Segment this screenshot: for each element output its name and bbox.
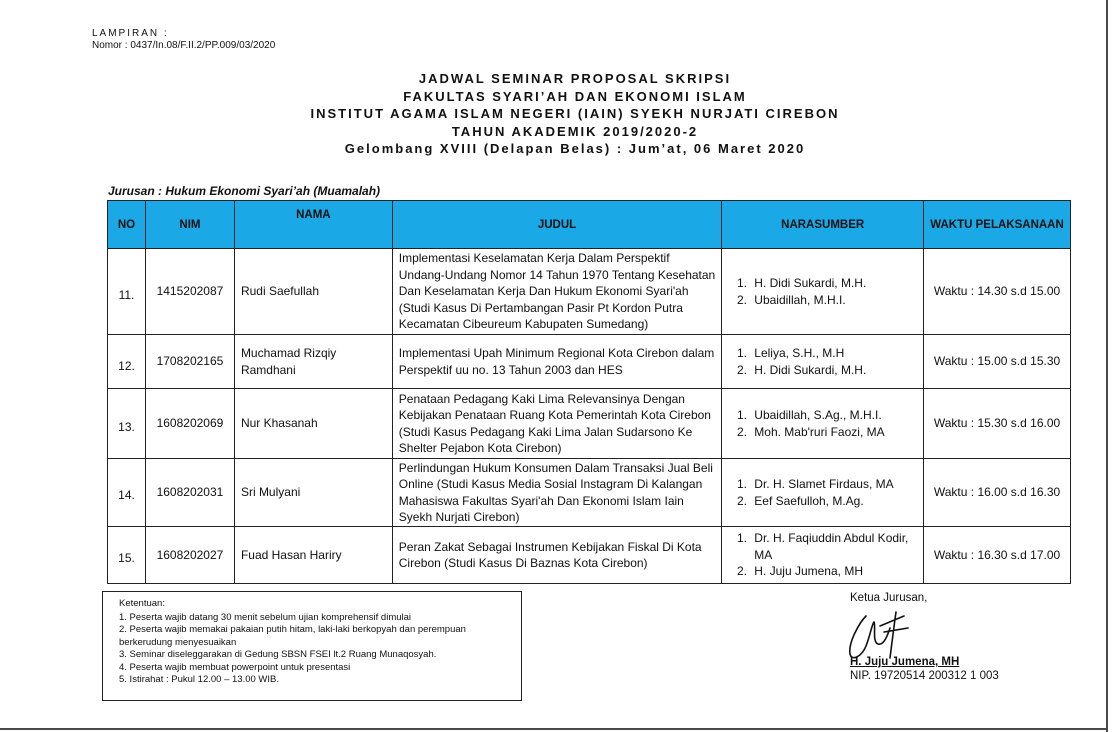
row-nama: Fuad Hasan Hariry xyxy=(234,527,392,584)
ketentuan-item: 5. Istirahat : Pukul 12.00 – 13.00 WIB. xyxy=(119,674,280,685)
row-waktu: Waktu : 16.00 s.d 16.30 xyxy=(924,459,1071,527)
narasumber-item: 2. Eef Saefulloh, M.Ag. xyxy=(750,493,917,510)
row-nama: Nur Khasanah xyxy=(234,389,392,459)
table-header-row xyxy=(108,201,1071,249)
schedule-table xyxy=(107,200,1071,584)
ketentuan-item: 3. Seminar diseleggarakan di Gedung SBSN FSEI lt.2 Ruang Munaqosyah. xyxy=(119,649,437,660)
header-judul: JUDUL xyxy=(392,201,722,249)
department-label: Jurusan : Hukum Ekonomi Syari’ah (Muamalah) xyxy=(108,184,381,198)
row-no: 11. xyxy=(108,249,146,335)
row-nim: 1608202027 xyxy=(145,527,234,584)
row-judul: Implementasi Upah Minimum Regional Kota Cirebon dalam Perspektif uu no. 13 Tahun 2003 dan HES xyxy=(392,335,722,389)
signatory-name: H. Juju Jumena, MH xyxy=(850,656,960,668)
row-narasumber xyxy=(722,459,924,527)
row-waktu: Waktu : 15.30 s.d 16.00 xyxy=(924,389,1071,459)
narasumber-item: 1. Dr. H. Faqiuddin Abdul Kodir, MA xyxy=(750,530,917,563)
page-edge-right xyxy=(1106,0,1108,732)
header-academic-year: TAHUN AKADEMIK 2019/2020-2 xyxy=(451,123,699,139)
row-waktu: Waktu : 16.30 s.d 17.00 xyxy=(924,527,1071,584)
narasumber-item: 2. H. Didi Sukardi, M.H. xyxy=(750,362,917,379)
ketentuan-box xyxy=(102,591,522,701)
row-nama: Rudi Saefullah xyxy=(234,249,392,335)
header-waktu: WAKTU PELAKSANAAN xyxy=(924,201,1071,249)
row-no: 15. xyxy=(108,527,146,584)
ketentuan-item: 4. Peserta wajib membuat powerpoint untuk presentasi xyxy=(119,661,351,673)
row-judul: Peran Zakat Sebagai Instrumen Kebijakan Fiskal Di Kota Cirebon (Studi Kasus Di Baznas Kota Cirebon) xyxy=(392,527,722,584)
ketentuan-item: 2. Peserta wajib memakai pakaian putih hitam, laki-laki berkopyah dan perempuan berkerudung menyesuaikan xyxy=(119,624,466,648)
row-narasumber xyxy=(722,389,924,459)
row-no: 12. xyxy=(108,335,146,389)
narasumber-item: 2. Moh. Mab'ruri Faozi, MA xyxy=(750,424,917,441)
row-judul: Perlindungan Hukum Konsumen Dalam Transaksi Jual Beli Online (Studi Kasus Media Sosial Instagram Di Kalangan Mahasiswa Fakultas Syari'ah Dan Ekonomi Islam Iain Syekh Nurjati Cirebon) xyxy=(392,459,722,527)
header-title: JADWAL SEMINAR PROPOSAL SKRIPSI xyxy=(418,71,732,86)
row-nim: 1708202165 xyxy=(145,335,234,389)
table-row xyxy=(108,249,1071,335)
lampiran-label: LAMPIRAN : xyxy=(92,28,169,39)
narasumber-item: 1. H. Didi Sukardi, M.H. xyxy=(750,275,917,292)
ketentuan-item: 1. Peserta wajib datang 30 menit sebelum ujian komprehensif dimulai xyxy=(119,611,412,623)
narasumber-item: 1. Ubaidillah, S.Ag., M.H.I. xyxy=(750,407,917,424)
header-institute: INSTITUT AGAMA ISLAM NEGERI (IAIN) SYEKH NURJATI CIREBON xyxy=(310,106,840,121)
document-header xyxy=(180,70,970,158)
row-waktu: Waktu : 15.00 s.d 15.30 xyxy=(924,335,1071,389)
row-no: 13. xyxy=(108,389,146,459)
row-judul: Penataan Pedagang Kaki Lima Relevansinya Dengan Kebijakan Penataan Ruang Kota Pemerintah Kota Cirebon (Studi Kasus Pedagang Kaki Lima Jalan Sudarsono Ke Shelter Pejabon Kota Cirebon) xyxy=(392,389,722,459)
row-nama: Sri Mulyani xyxy=(234,459,392,527)
ketentuan-title: Ketentuan: xyxy=(119,598,165,609)
signatory-nip: NIP. 19720514 200312 1 003 xyxy=(850,670,999,682)
row-nim: 1415202087 xyxy=(145,249,234,335)
row-nim: 1608202069 xyxy=(145,389,234,459)
table-row xyxy=(108,459,1071,527)
row-narasumber xyxy=(722,335,924,389)
narasumber-item: 2. Ubaidillah, M.H.I. xyxy=(750,292,917,309)
table-row xyxy=(108,335,1071,389)
header-batch-date: Gelombang XVIII (Delapan Belas) : Jum’at, 06 Maret 2020 xyxy=(344,141,806,156)
document-number: Nomor : 0437/In.08/F.II.2/PP.009/03/2020 xyxy=(92,40,276,51)
header-no: NO xyxy=(108,201,146,249)
row-waktu: Waktu : 14.30 s.d 15.00 xyxy=(924,249,1071,335)
signature-title: Ketua Jurusan, xyxy=(850,592,928,604)
page-edge-bottom xyxy=(0,728,1108,730)
header-faculty: FAKULTAS SYARI’AH DAN EKONOMI ISLAM xyxy=(403,88,747,104)
header-nama: NAMA xyxy=(234,201,392,249)
row-narasumber xyxy=(722,527,924,584)
narasumber-item: 2. H. Juju Jumena, MH xyxy=(750,563,917,580)
row-nama: Muchamad Rizqiy Ramdhani xyxy=(234,335,392,389)
narasumber-item: 1. Leliya, S.H., M.H xyxy=(750,345,917,362)
row-narasumber xyxy=(722,249,924,335)
row-no: 14. xyxy=(108,459,146,527)
row-judul: Implementasi Keselamatan Kerja Dalam Perspektif Undang-Undang Nomor 14 Tahun 1970 Tentang Kesehatan Dan Keselamatan Kerja Dan Hukum Ekonomi Syari'ah (Studi Kasus Di Pertambangan Pasir Pt Kordon Putra Kecamatan Cibeureum Kabupaten Sumedang) xyxy=(392,249,722,335)
table-row xyxy=(108,527,1071,584)
header-narasumber: NARASUMBER xyxy=(722,201,924,249)
row-nim: 1608202031 xyxy=(145,459,234,527)
header-nim: NIM xyxy=(145,201,234,249)
table-row xyxy=(108,389,1071,459)
narasumber-item: 1. Dr. H. Slamet Firdaus, MA xyxy=(750,476,917,493)
handwritten-signature xyxy=(838,602,938,664)
